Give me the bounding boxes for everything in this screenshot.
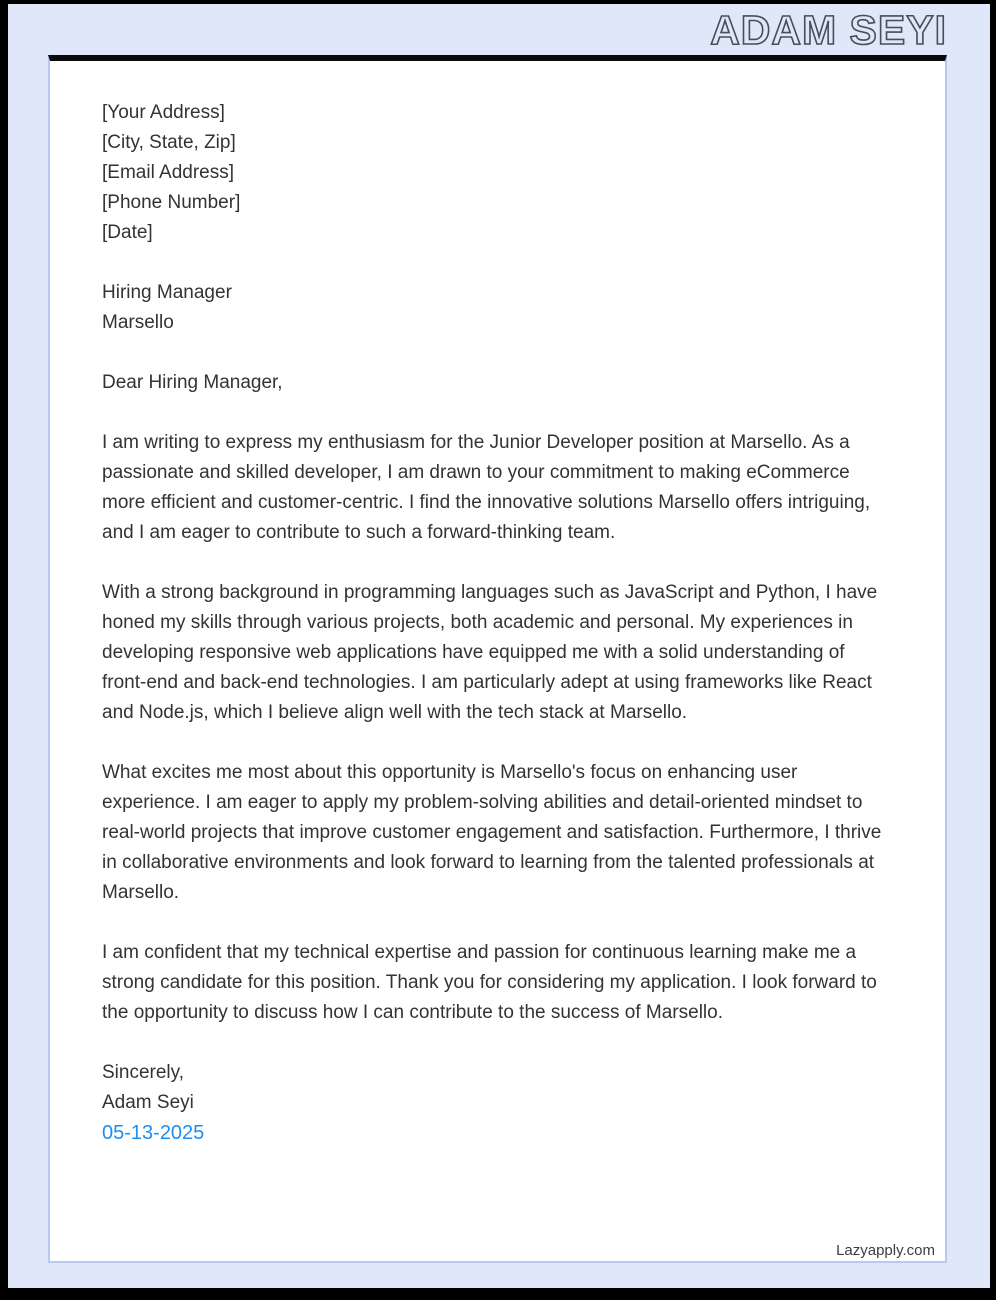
recipient-title: Hiring Manager xyxy=(102,282,232,303)
city-state-zip-placeholder: [City, State, Zip] xyxy=(102,132,236,153)
recipient-block xyxy=(102,278,893,338)
salutation-block xyxy=(102,368,893,398)
signature-name: Adam Seyi xyxy=(102,1092,194,1113)
letter-canvas xyxy=(8,4,990,1288)
signed-date: 05-13-2025 xyxy=(102,1122,205,1144)
paragraph-motivation: What excites me most about this opportunity is Marsello's focus on enhancing user experience. I am eager to apply my problem-solving abilities and detail-oriented mindset to real-world projects that improve customer engagement and satisfaction. Furthermore, I thrive in collaborative environments and look forward to learning from the talented professionals at Marsello. xyxy=(102,762,882,903)
paragraph-background: With a strong background in programming languages such as JavaScript and Python, I have honed my skills through various projects, both academic and personal. My experiences in developing responsive web applications have equipped me with a solid understanding of front-end and back-end technologies. I am particularly adept at using frameworks like React and Node.js, which I believe align well with the tech stack at Marsello. xyxy=(102,582,878,723)
paragraph-closing-statement: I am confident that my technical expertise and passion for continuous learning make me a strong candidate for this position. Thank you for considering my application. I look forward to the opportunity to discuss how I can contribute to the success of Marsello. xyxy=(102,942,877,1023)
recipient-company: Marsello xyxy=(102,312,174,333)
paragraph-intro: I am writing to express my enthusiasm for the Junior Developer position at Marsello. As a passionate and skilled developer, I am drawn to your commitment to making eCommerce more efficient and customer-centric. I find the innovative solutions Marsello offers intriguing, and I am eager to contribute to such a forward-thinking team. xyxy=(102,432,871,543)
author-name-header: ADAM SEYI xyxy=(710,7,947,53)
signature-block xyxy=(102,1058,893,1148)
address-line-placeholder: [Your Address] xyxy=(102,102,225,123)
sender-address-block xyxy=(102,98,893,248)
closing-word: Sincerely, xyxy=(102,1062,185,1083)
email-placeholder: [Email Address] xyxy=(102,162,234,183)
letter-page xyxy=(48,55,947,1263)
letter-body xyxy=(50,61,945,1148)
lazyapply-watermark: Lazyapply.com xyxy=(836,1242,935,1259)
date-placeholder: [Date] xyxy=(102,222,153,243)
phone-placeholder: [Phone Number] xyxy=(102,192,241,213)
salutation: Dear Hiring Manager, xyxy=(102,372,283,393)
